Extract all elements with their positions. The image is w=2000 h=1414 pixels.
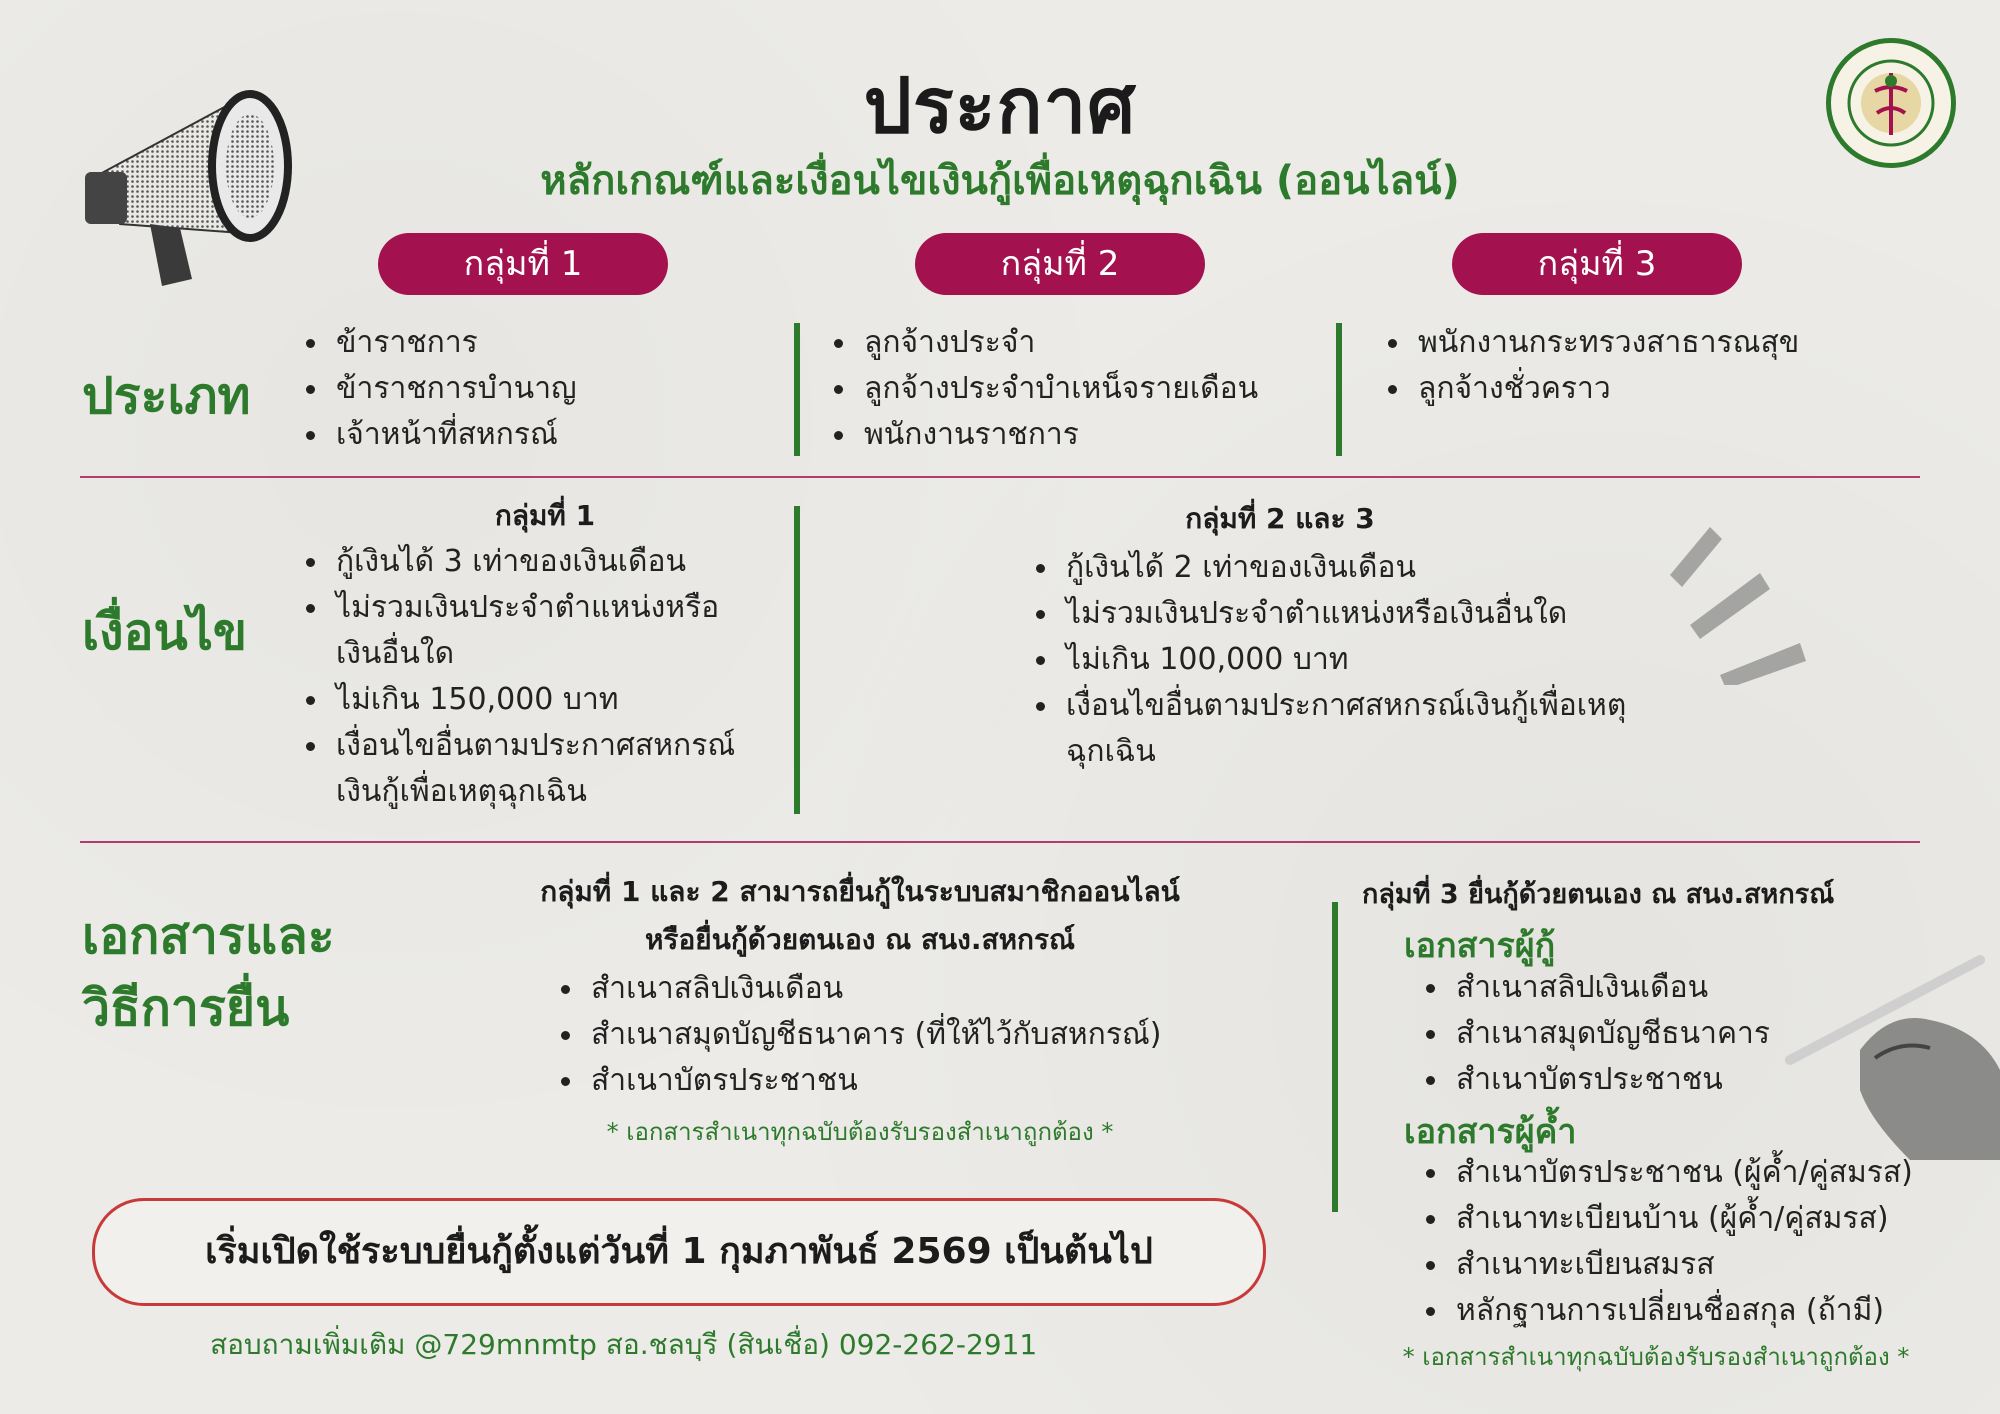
list-item bbox=[300, 585, 770, 677]
type-label: ประเภท bbox=[82, 367, 251, 425]
document-label-line1: เอกสารและ bbox=[82, 907, 335, 965]
documents-group12-title-line1: กลุ่มที่ 1 และ 2 สามารถยื่นกู้ในระบบสมาชิกออนไลน์ bbox=[540, 875, 1180, 908]
group-3-pill: กลุ่มที่ 3 bbox=[1452, 233, 1742, 295]
list-item: ข้าราชการ bbox=[300, 320, 770, 366]
borrower-docs-heading: เอกสารผู้กู้ bbox=[1404, 926, 1556, 966]
list-item: เจ้าหน้าที่สหกรณ์ bbox=[300, 412, 770, 458]
list-item bbox=[300, 723, 770, 815]
list-item bbox=[1030, 637, 1650, 683]
guarantor-docs-heading: เอกสารผู้ค้ำ bbox=[1404, 1112, 1577, 1152]
condition-group23-title: กลุ่มที่ 2 และ 3 bbox=[1185, 502, 1375, 535]
divider bbox=[794, 323, 800, 456]
condition-group1-title: กลุ่มที่ 1 bbox=[494, 499, 596, 532]
guarantor-docs-list bbox=[1420, 1150, 1960, 1334]
item-text: เงื่อนไขอื่นตามประกาศสหกรณ์ เงินกู้เพื่อเหตุฉุกเฉิน bbox=[336, 728, 736, 809]
condition-label: เงื่อนไข bbox=[82, 603, 248, 661]
list-item: สำเนาบัตรประชาชน bbox=[555, 1058, 1195, 1104]
item-text: ไม่รวมเงินประจำตำแหน่งหรือเงินอื่นใด bbox=[1066, 596, 1568, 631]
type-group3-list bbox=[1382, 320, 1902, 412]
list-item: สำเนาทะเบียนบ้าน (ผู้ค้ำ/คู่สมรส) bbox=[1420, 1196, 1960, 1242]
item-text: ไม่เกิน 150,000 บาท bbox=[336, 682, 619, 717]
condition-group1-list bbox=[300, 539, 770, 815]
item-text: ไม่เกิน 100,000 บาท bbox=[1066, 642, 1349, 677]
section-divider bbox=[80, 841, 1920, 843]
hand-pen-illustration bbox=[1780, 940, 2000, 1160]
item-text: ไม่รวมเงินประจำตำแหน่งหรือ เงินอื่นใด bbox=[336, 590, 720, 671]
list-item: ลูกจ้างประจำบำเหน็จรายเดือน bbox=[828, 366, 1328, 412]
divider bbox=[1336, 323, 1342, 456]
list-item: ข้าราชการบำนาญ bbox=[300, 366, 770, 412]
list-item: ลูกจ้างประจำ bbox=[828, 320, 1328, 366]
list-item: พนักงานราชการ bbox=[828, 412, 1328, 458]
list-item: สำเนาสมุดบัญชีธนาคาร bbox=[1420, 1011, 1840, 1057]
page-subtitle: หลักเกณฑ์และเงื่อนไขเงินกู้เพื่อเหตุฉุกเฉิน (ออนไลน์) bbox=[540, 158, 1460, 204]
document-label-line2: วิธีการยื่น bbox=[82, 979, 290, 1037]
list-item bbox=[1030, 683, 1650, 775]
list-item: สำเนาสลิปเงินเดือน bbox=[555, 966, 1195, 1012]
divider bbox=[794, 506, 800, 814]
borrower-docs-list bbox=[1420, 965, 1840, 1103]
list-item: หลักฐานการเปลี่ยนชื่อสกุล (ถ้ามี) bbox=[1420, 1288, 1960, 1334]
list-item: สำเนาสมุดบัญชีธนาคาร (ที่ให้ไว้กับสหกรณ์) bbox=[555, 1012, 1195, 1058]
list-item: สำเนาบัตรประชาชน (ผู้ค้ำ/คู่สมรส) bbox=[1420, 1150, 1960, 1196]
documents-group12-note: * เอกสารสำเนาทุกฉบับต้องรับรองสำเนาถูกต้อง * bbox=[606, 1118, 1114, 1146]
documents-group3-title: กลุ่มที่ 3 ยื่นกู้ด้วยตนเอง ณ สนง.สหกรณ์ bbox=[1362, 879, 1835, 910]
type-group1-list bbox=[300, 320, 770, 458]
group-1-pill: กลุ่มที่ 1 bbox=[378, 233, 668, 295]
list-item: พนักงานกระทรวงสาธารณสุข bbox=[1382, 320, 1902, 366]
list-item bbox=[1030, 545, 1650, 591]
launch-date-banner: เริ่มเปิดใช้ระบบยื่นกู้ตั้งแต่วันที่ 1 กุมภาพันธ์ 2569 เป็นต้นไป bbox=[92, 1198, 1266, 1306]
documents-group3-note: * เอกสารสำเนาทุกฉบับต้องรับรองสำเนาถูกต้อง * bbox=[1402, 1343, 1910, 1371]
accent-strokes-decoration bbox=[1660, 525, 1810, 685]
documents-group12-list bbox=[555, 966, 1195, 1104]
list-item: ลูกจ้างชั่วคราว bbox=[1382, 366, 1902, 412]
list-item bbox=[300, 539, 770, 585]
section-divider bbox=[80, 476, 1920, 478]
list-item bbox=[300, 677, 770, 723]
list-item: สำเนาบัตรประชาชน bbox=[1420, 1057, 1840, 1103]
list-item bbox=[1030, 591, 1650, 637]
item-text: เงื่อนไขอื่นตามประกาศสหกรณ์เงินกู้เพื่อเหตุ ฉุกเฉิน bbox=[1066, 688, 1627, 769]
contact-info: สอบถามเพิ่มเติม @729mnmtp สอ.ชลบุรี (สินเชื่อ) 092-262-2911 bbox=[210, 1328, 1038, 1361]
divider bbox=[1332, 902, 1338, 1212]
type-group2-list bbox=[828, 320, 1328, 458]
item-text: กู้เงินได้ 2 เท่าของเงินเดือน bbox=[1066, 550, 1417, 585]
group-2-pill: กลุ่มที่ 2 bbox=[915, 233, 1205, 295]
list-item: สำเนาสลิปเงินเดือน bbox=[1420, 965, 1840, 1011]
condition-group23-list bbox=[1030, 545, 1650, 775]
documents-group12-title-line2: หรือยื่นกู้ด้วยตนเอง ณ สนง.สหกรณ์ bbox=[644, 923, 1076, 956]
list-item: สำเนาทะเบียนสมรส bbox=[1420, 1242, 1960, 1288]
item-text: กู้เงินได้ 3 เท่าของเงินเดือน bbox=[336, 544, 687, 579]
page-title: ประกาศ bbox=[863, 61, 1137, 150]
